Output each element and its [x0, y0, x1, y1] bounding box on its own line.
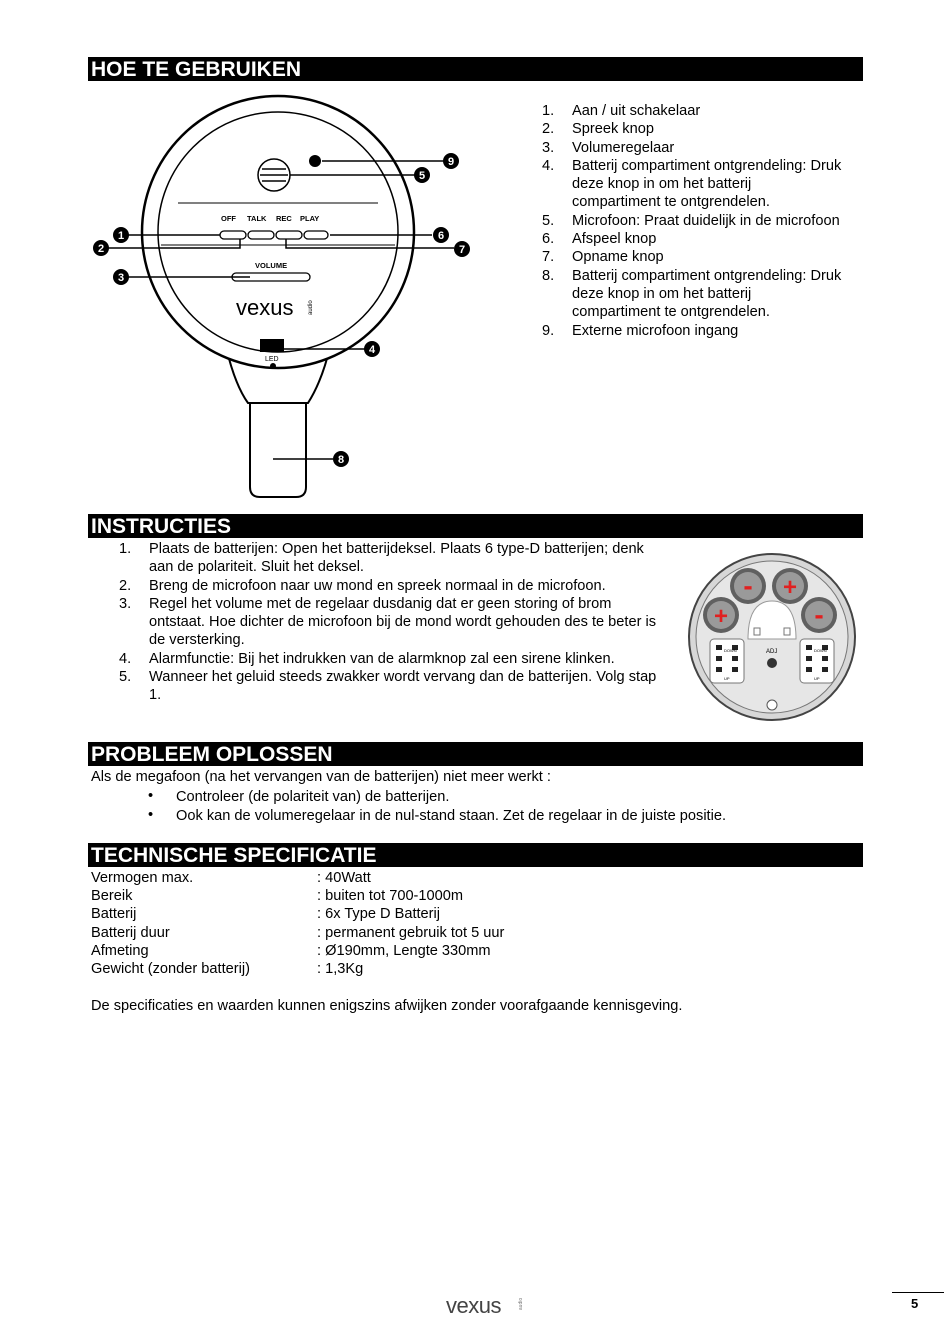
- troubleshooting-intro: Als de megafoon (na het vervangen van de batterijen) niet meer werkt :: [91, 769, 551, 785]
- list-item: 1. Aan / uit schakelaar: [542, 103, 701, 119]
- list-item: 2. Breng de microfoon naar uw mond en spreek normaal in de microfoon.: [119, 577, 606, 594]
- list-item: 7. Opname knop: [542, 249, 664, 266]
- volume-label: VOLUME: [255, 261, 288, 270]
- button-label-play: PLAY: [300, 214, 320, 223]
- list-item: 5. Microfoon: Praat duidelijk in de microfoon: [542, 212, 840, 229]
- list-item: 4. Alarmfunctie: Bij het indrukken van de alarmknop zal een sirene klinken.: [119, 650, 615, 667]
- callout-8: [333, 451, 349, 467]
- callout-2: [93, 240, 109, 256]
- adj-knob-icon: [767, 658, 777, 668]
- microphone-grille-icon: [258, 159, 290, 191]
- button-label-rec: REC: [276, 214, 292, 223]
- led-indicator-icon: [270, 363, 276, 369]
- parts-list: [542, 102, 842, 340]
- external-mic-jack-icon: [309, 155, 321, 167]
- section-heading-specs: TECHNISCHE SPECIFICATIE: [88, 843, 863, 867]
- megaphone-diagram: [90, 85, 490, 505]
- list-item: 4. Batterij compartiment ontgrendeling: Druk deze knop in om het batterij compartiment te ontgrendelen.: [542, 157, 842, 211]
- brand-logo: vexus: [236, 295, 294, 320]
- battery-slot: [703, 597, 739, 633]
- svg-text:3: 3: [117, 272, 125, 284]
- footer-logo-sub: audio: [518, 1297, 525, 1311]
- button-label-talk: TALK: [247, 214, 267, 223]
- list-item: 3. Regel het volume met de regelaar dusdanig dat er geen storing of brom ontstaat. Hoe dichter de microfoon bij de mond wordt gehouden des te beter is de versterking.: [119, 595, 657, 649]
- minus-icon: -: [814, 599, 824, 630]
- battery-slot: [772, 568, 808, 604]
- plus-icon: +: [713, 603, 729, 630]
- svg-text:2: 2: [97, 243, 105, 255]
- battery-compartment-diagram: [686, 553, 861, 723]
- page-number: 5: [911, 1296, 919, 1311]
- adjust-switch-left: [710, 639, 744, 683]
- brand-logo-sub: audio: [308, 300, 314, 315]
- footer-rule: [892, 1292, 944, 1293]
- adj-label: ADJ: [766, 649, 778, 655]
- button-label-off: OFF: [221, 214, 236, 223]
- svg-text:5: 5: [418, 170, 426, 182]
- bullet-icon: •: [148, 807, 154, 823]
- section-heading-instructions: INSTRUCTIES: [88, 514, 863, 538]
- plus-icon: +: [782, 574, 798, 601]
- callout-6: [433, 227, 449, 243]
- instructions-list: [119, 540, 659, 705]
- svg-text:7: 7: [458, 244, 466, 256]
- callout-5: [414, 167, 430, 183]
- adjust-switch-right: [800, 639, 834, 683]
- callout-4: [364, 341, 380, 357]
- list-item: 1. Plaats de batterijen: Open het batterijdeksel. Plaats 6 type-D batterijen; denk aan de polariteit. Sluit het deksel.: [119, 541, 644, 576]
- callout-7: [454, 241, 470, 257]
- list-item: 2. Spreek knop: [542, 121, 654, 138]
- svg-text:8: 8: [337, 454, 345, 466]
- svg-text:UP: UP: [724, 676, 730, 681]
- bullet-icon: •: [148, 788, 154, 804]
- list-item: 8. Batterij compartiment ontgrendeling: Druk deze knop in om het batterij compartiment te ontgrendelen.: [542, 267, 842, 321]
- svg-text:UP: UP: [814, 676, 820, 681]
- disclaimer: De specificaties en waarden kunnen enigszins afwijken zonder voorafgaande kennisgeving.: [91, 998, 683, 1014]
- list-item: 5. Wanneer het geluid steeds zwakker wordt vervang dan de batterijen. Volg stap 1.: [119, 669, 657, 704]
- callout-1: [113, 227, 129, 243]
- svg-text:DOWN: DOWN: [814, 648, 827, 653]
- svg-text:9: 9: [447, 156, 455, 168]
- led-label: LED: [265, 356, 279, 363]
- troubleshooting-bullet: Ook kan de volumeregelaar in de nul-stand staan. Zet de regelaar in de juiste positie.: [176, 808, 727, 824]
- section-heading-usage: HOE TE GEBRUIKEN: [88, 57, 863, 81]
- section-heading-troubleshooting: PROBLEEM OPLOSSEN: [88, 742, 863, 766]
- callout-9: [443, 153, 459, 169]
- list-item: 3. Volumeregelaar: [542, 139, 675, 156]
- list-item: 9. Externe microfoon ingang: [542, 322, 739, 339]
- svg-text:4: 4: [368, 344, 376, 356]
- callout-3: [113, 269, 129, 285]
- footer-logo: vexus: [446, 1293, 501, 1318]
- troubleshooting-bullet: Controleer (de polariteit van) de batterijen.: [176, 789, 450, 805]
- battery-slot: [730, 568, 766, 604]
- battery-slot: [801, 597, 837, 633]
- svg-text:1: 1: [117, 230, 125, 242]
- battery-release-button: [260, 339, 284, 352]
- screw-icon: [767, 700, 777, 710]
- minus-icon: -: [743, 570, 753, 601]
- svg-text:DOWN: DOWN: [724, 648, 737, 653]
- list-item: 6. Afspeel knop: [542, 231, 657, 248]
- svg-text:6: 6: [437, 230, 445, 242]
